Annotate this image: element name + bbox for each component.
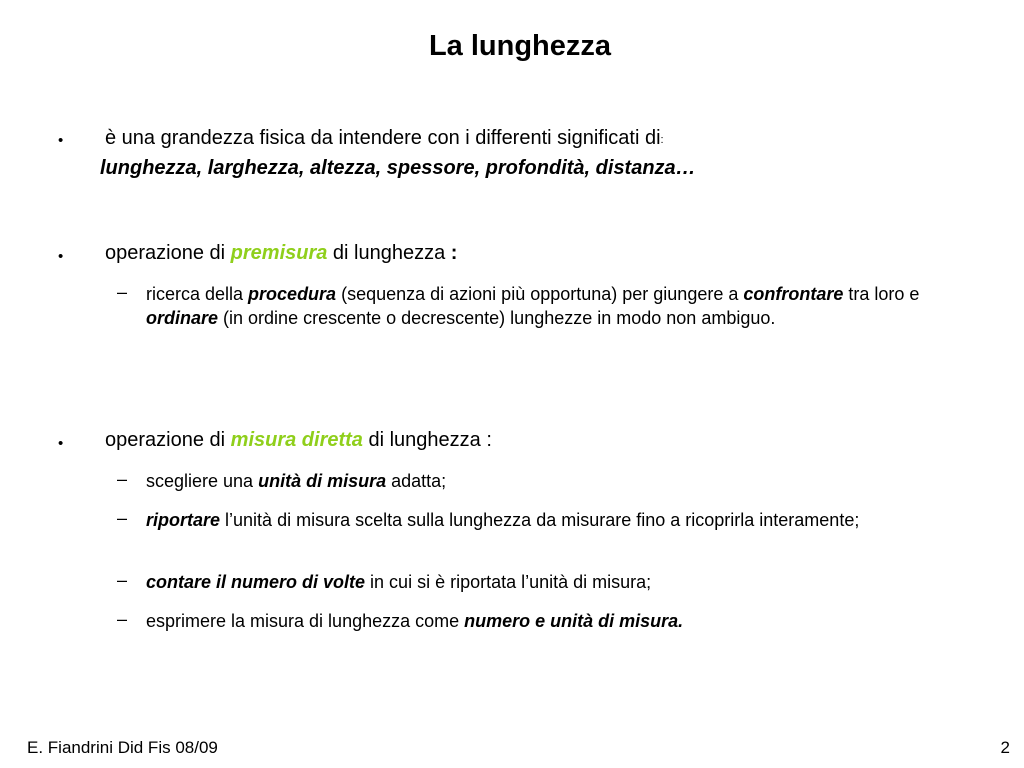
dash-marker: – xyxy=(117,508,128,528)
sub-emphasis: ordinare xyxy=(146,308,219,328)
bullet-2-part: operazione di xyxy=(105,242,231,264)
page-number: 2 xyxy=(1000,738,1010,757)
sub-text: adatta; xyxy=(386,471,447,491)
bullet-3-text xyxy=(105,428,492,452)
dash-marker: – xyxy=(117,609,128,629)
dash-marker: – xyxy=(117,570,128,590)
misura-diretta-highlight: misura diretta xyxy=(230,429,363,451)
bullet-1-continuation: lunghezza, larghezza, altezza, spessore, profondità, distanza… xyxy=(100,157,696,179)
bullet-marker: • xyxy=(58,132,64,149)
sub-text: in cui si è riportata l’unità di misura; xyxy=(365,572,652,592)
slide-title: La lunghezza xyxy=(428,30,612,62)
sub-emphasis: riportare xyxy=(146,510,221,530)
bullet-1-colon: : xyxy=(660,134,664,146)
bullet-3-sub-1 xyxy=(146,469,966,493)
bullet-3-part: operazione di xyxy=(105,429,231,451)
sub-text: (in ordine crescente o decrescente) lunghezze in modo non ambiguo. xyxy=(218,308,776,328)
sub-text: (sequenza di azioni più opportuna) per giungere a xyxy=(336,284,744,304)
bullet-2-text xyxy=(105,241,457,265)
sub-text: l’unità di misura scelta sulla lunghezza da misurare fino a ricoprirla interamente; xyxy=(220,510,860,530)
bullet-3-part: di lunghezza : xyxy=(362,429,492,451)
premisura-highlight: premisura xyxy=(230,242,328,264)
dash-marker: – xyxy=(117,282,128,302)
bullet-3-sub-4 xyxy=(146,609,966,633)
bullet-2-colon: : xyxy=(450,242,458,264)
dash-marker: – xyxy=(117,469,128,489)
sub-emphasis: unità di misura xyxy=(258,471,387,491)
bullet-1-main: è una grandezza fisica da intendere con i differenti significati di xyxy=(105,127,661,149)
sub-emphasis: numero e unità di misura. xyxy=(464,611,684,631)
bullet-3-sub-2 xyxy=(146,508,966,532)
sub-text: tra loro e xyxy=(843,284,920,304)
sub-emphasis: contare il numero di volte xyxy=(146,572,366,592)
sub-text: esprimere la misura di lunghezza come xyxy=(146,611,465,631)
bullet-2-sub-1 xyxy=(146,282,966,330)
bullet-2-part: di lunghezza xyxy=(327,242,451,264)
bullet-marker: • xyxy=(58,435,64,452)
sub-text: scegliere una xyxy=(146,471,259,491)
sub-text: ricerca della xyxy=(146,284,249,304)
footer-author: E. Fiandrini Did Fis 08/09 xyxy=(27,738,218,757)
sub-emphasis: confrontare xyxy=(743,284,844,304)
bullet-1-text xyxy=(105,126,664,152)
bullet-marker: • xyxy=(58,248,64,265)
sub-emphasis: procedura xyxy=(248,284,337,304)
bullet-3-sub-3 xyxy=(146,570,966,594)
